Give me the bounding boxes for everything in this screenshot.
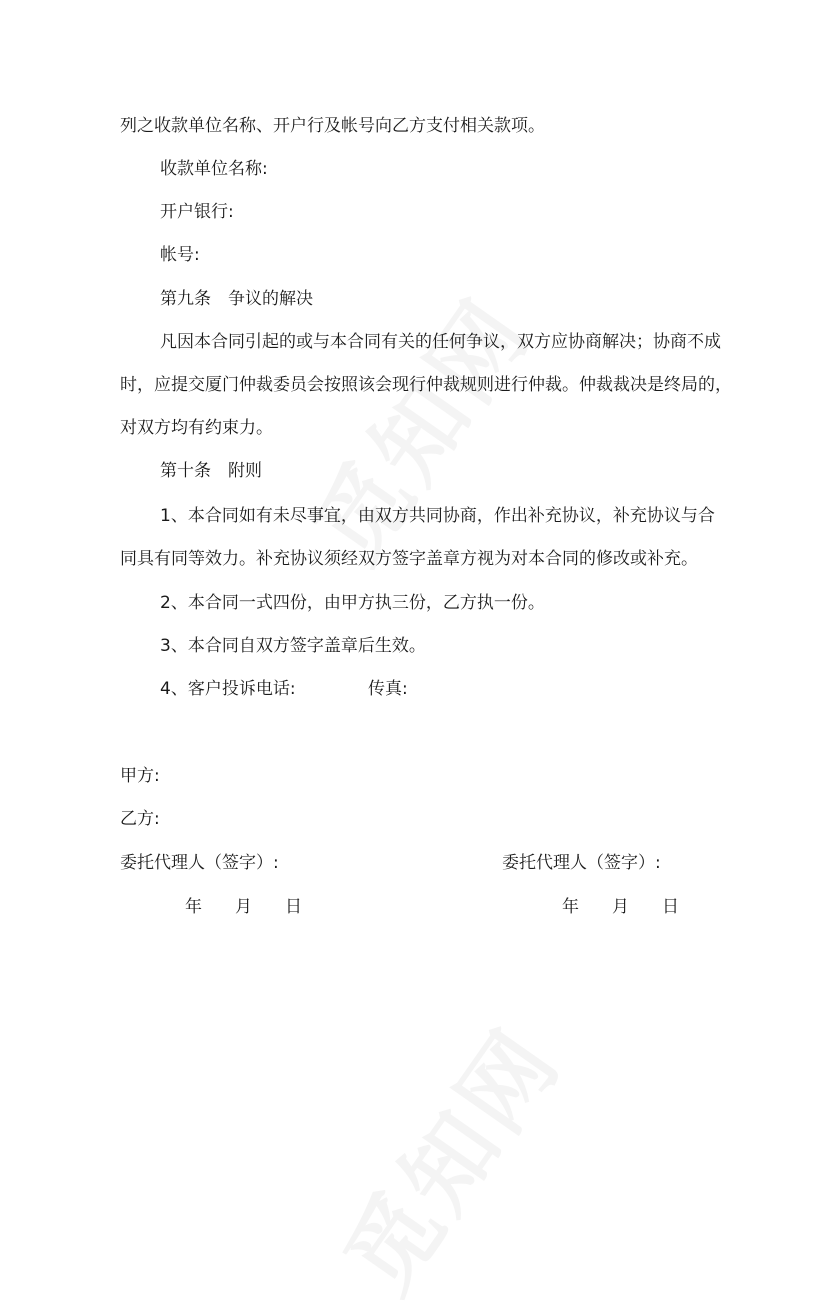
article-9-text-line-2: 时，应提交厦门仲裁委员会按照该会现行仲裁规则进行仲裁。仲裁裁决是终局的， bbox=[120, 375, 732, 395]
item-1-line-2: 同具有同等效力。补充协议须经双方签字盖章方视为对本合同的修改或补充。 bbox=[120, 549, 698, 569]
item-3: 3、本合同自双方签字盖章后生效。 bbox=[160, 636, 426, 656]
date-month-right: 月 bbox=[612, 897, 629, 917]
item-4-fax-label: 传真: bbox=[368, 679, 408, 699]
article-9-text-line-1: 凡因本合同引起的或与本合同有关的任何争议，双方应协商解决；协商不成 bbox=[160, 332, 721, 352]
item-4-phone-label: 4、客户投诉电话: bbox=[160, 679, 296, 699]
account-label: 帐号: bbox=[160, 245, 200, 265]
date-month-left: 月 bbox=[235, 897, 252, 917]
article-10-title: 第十条 附则 bbox=[160, 461, 262, 481]
item-2: 2、本合同一式四份，由甲方执三份，乙方执一份。 bbox=[160, 593, 545, 613]
date-day-left: 日 bbox=[285, 897, 302, 917]
article-9-title: 第九条 争议的解决 bbox=[160, 289, 313, 309]
agent-signature-left: 委托代理人（签字）: bbox=[120, 853, 279, 873]
bank-label: 开户银行: bbox=[160, 202, 234, 222]
payee-name-label: 收款单位名称: bbox=[160, 159, 268, 179]
date-year-left: 年 bbox=[185, 897, 202, 917]
article-9-text-line-3: 对双方均有约束力。 bbox=[120, 418, 273, 438]
watermark bbox=[279, 268, 556, 585]
agent-signature-right: 委托代理人（签字）: bbox=[502, 853, 661, 873]
party-a-label: 甲方: bbox=[120, 766, 160, 786]
paragraph-payment: 列之收款单位名称、开户行及帐号向乙方支付相关款项。 bbox=[120, 116, 545, 136]
party-b-label: 乙方: bbox=[120, 809, 160, 829]
item-1-line-1: 1、本合同如有未尽事宜，由双方共同协商，作出补充协议，补充协议与合 bbox=[160, 506, 715, 526]
date-day-right: 日 bbox=[662, 897, 679, 917]
watermark bbox=[309, 998, 586, 1314]
date-year-right: 年 bbox=[562, 897, 579, 917]
